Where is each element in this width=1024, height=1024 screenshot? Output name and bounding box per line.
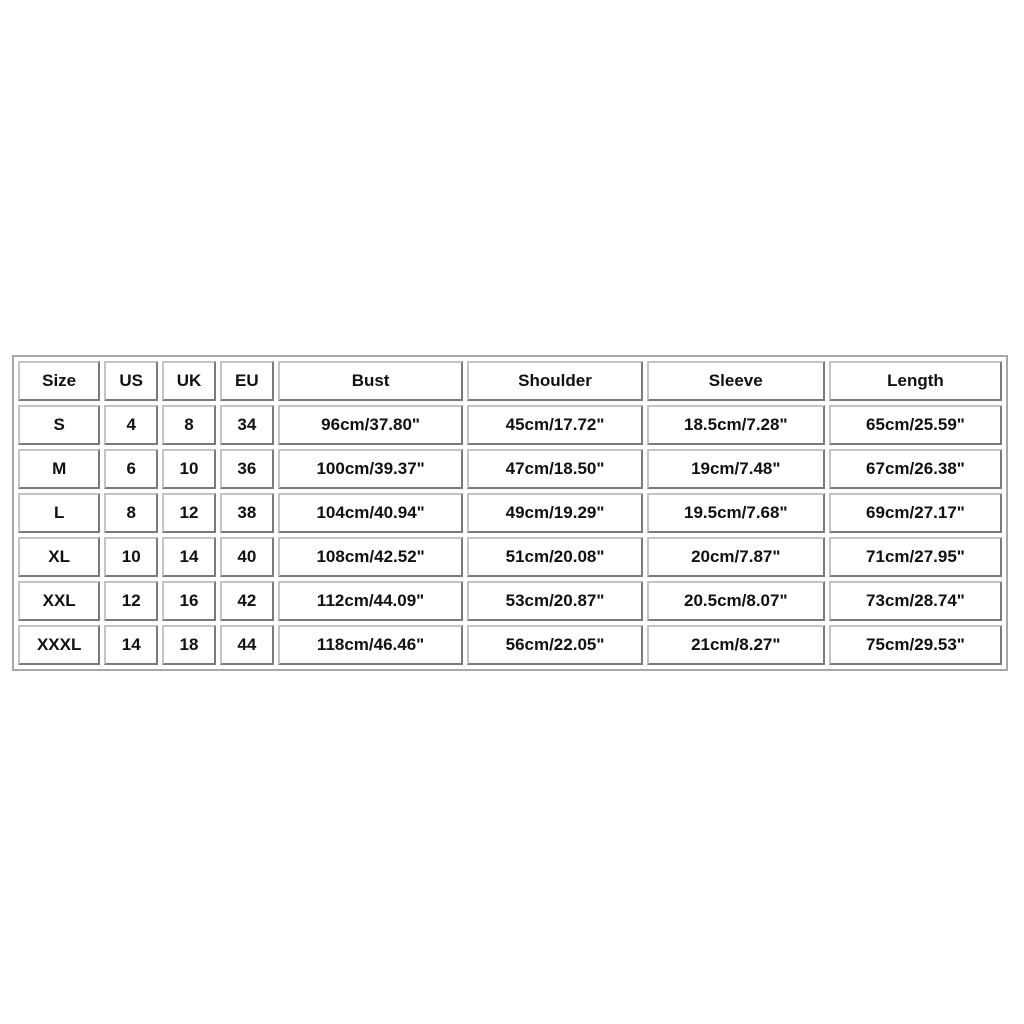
cell-bust: 104cm/40.94" (278, 493, 464, 533)
cell-eu: 42 (220, 581, 274, 621)
table-row (18, 581, 1002, 621)
header-eu: EU (220, 361, 274, 401)
cell-size: L (18, 493, 100, 533)
header-bust: Bust (278, 361, 464, 401)
header-uk: UK (162, 361, 216, 401)
cell-us: 12 (104, 581, 158, 621)
header-size: Size (18, 361, 100, 401)
cell-sleeve: 19.5cm/7.68" (647, 493, 825, 533)
cell-length: 75cm/29.53" (829, 625, 1002, 665)
cell-length: 71cm/27.95" (829, 537, 1002, 577)
header-sleeve: Sleeve (647, 361, 825, 401)
cell-eu: 34 (220, 405, 274, 445)
cell-length: 67cm/26.38" (829, 449, 1002, 489)
table-row (18, 493, 1002, 533)
cell-shoulder: 56cm/22.05" (467, 625, 642, 665)
cell-shoulder: 51cm/20.08" (467, 537, 642, 577)
cell-bust: 96cm/37.80" (278, 405, 464, 445)
cell-eu: 36 (220, 449, 274, 489)
table-row (18, 625, 1002, 665)
cell-length: 73cm/28.74" (829, 581, 1002, 621)
cell-sleeve: 18.5cm/7.28" (647, 405, 825, 445)
cell-shoulder: 47cm/18.50" (467, 449, 642, 489)
cell-uk: 12 (162, 493, 216, 533)
header-length: Length (829, 361, 1002, 401)
cell-size: XXXL (18, 625, 100, 665)
cell-size: S (18, 405, 100, 445)
cell-us: 4 (104, 405, 158, 445)
cell-sleeve: 19cm/7.48" (647, 449, 825, 489)
cell-shoulder: 45cm/17.72" (467, 405, 642, 445)
size-chart-table (12, 355, 1008, 671)
cell-bust: 108cm/42.52" (278, 537, 464, 577)
table-row (18, 449, 1002, 489)
cell-bust: 112cm/44.09" (278, 581, 464, 621)
cell-shoulder: 49cm/19.29" (467, 493, 642, 533)
cell-sleeve: 20cm/7.87" (647, 537, 825, 577)
table-row (18, 405, 1002, 445)
cell-us: 14 (104, 625, 158, 665)
cell-eu: 38 (220, 493, 274, 533)
cell-sleeve: 20.5cm/8.07" (647, 581, 825, 621)
cell-uk: 8 (162, 405, 216, 445)
cell-eu: 40 (220, 537, 274, 577)
cell-uk: 16 (162, 581, 216, 621)
cell-bust: 118cm/46.46" (278, 625, 464, 665)
table-row (18, 537, 1002, 577)
table-header-row (18, 361, 1002, 401)
cell-uk: 18 (162, 625, 216, 665)
cell-us: 6 (104, 449, 158, 489)
cell-size: M (18, 449, 100, 489)
cell-size: XXL (18, 581, 100, 621)
cell-bust: 100cm/39.37" (278, 449, 464, 489)
cell-size: XL (18, 537, 100, 577)
cell-uk: 10 (162, 449, 216, 489)
cell-uk: 14 (162, 537, 216, 577)
cell-length: 69cm/27.17" (829, 493, 1002, 533)
header-shoulder: Shoulder (467, 361, 642, 401)
cell-eu: 44 (220, 625, 274, 665)
cell-us: 10 (104, 537, 158, 577)
cell-shoulder: 53cm/20.87" (467, 581, 642, 621)
cell-sleeve: 21cm/8.27" (647, 625, 825, 665)
cell-us: 8 (104, 493, 158, 533)
cell-length: 65cm/25.59" (829, 405, 1002, 445)
header-us: US (104, 361, 158, 401)
